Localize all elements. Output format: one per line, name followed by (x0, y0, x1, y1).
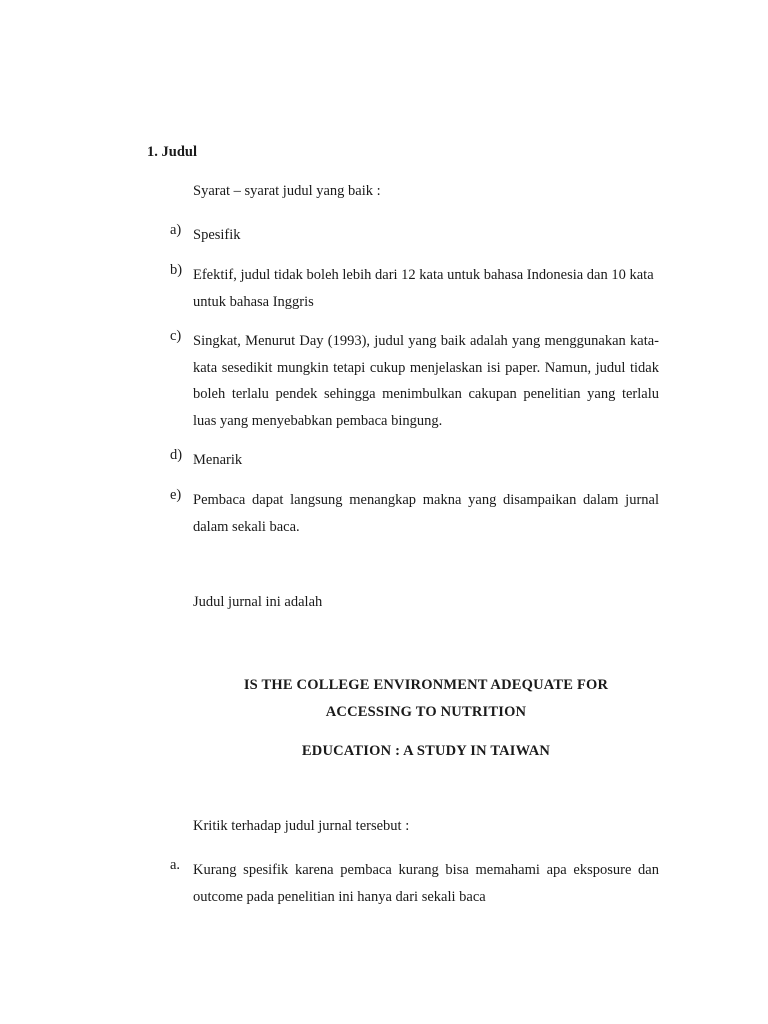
section-title: Judul (161, 144, 197, 160)
list-marker: a. (170, 857, 181, 873)
list-item-text: Singkat, Menurut Day (1993), judul yang baik adalah yang menggunakan kata-kata sesedikit mungkin tetapi cukup menjelaskan isi paper. Namun, judul tidak boleh terlalu pendek sehingga menimbulkan cakupan penelitian yang terlalu luas yang menyebabkan pembaca bingung. (193, 333, 659, 429)
list-item-a (170, 222, 659, 249)
list-marker: b) (170, 262, 183, 278)
journal-title-intro: Judul jurnal ini adalah (193, 594, 323, 610)
list-marker: a) (170, 222, 182, 238)
list-item-text: Menarik (193, 452, 243, 468)
list-item-c (170, 328, 659, 434)
list-item-e (170, 487, 659, 540)
list-item-text: Efektif, judul tidak boleh lebih dari 12 kata untuk bahasa Indonesia dan 10 kata untuk bahasa Inggris (193, 267, 654, 310)
requirements-intro: Syarat – syarat judul yang baik : (193, 183, 381, 199)
list-item-text: Spesifik (193, 227, 241, 243)
list-item-text: Pembaca dapat langsung menangkap makna yang disampaikan dalam jurnal dalam sekali baca. (193, 492, 659, 535)
list-marker: e) (170, 487, 182, 503)
journal-title-continued (170, 738, 682, 765)
section-number: 1. (147, 144, 158, 160)
journal-title-line-1: IS THE COLLEGE ENVIRONMENT ADEQUATE FOR (243, 677, 609, 693)
section-heading (147, 144, 197, 161)
critique-item-a (170, 857, 659, 910)
critique-intro: Kritik terhadap judul jurnal tersebut : (193, 818, 410, 834)
journal-title (170, 672, 682, 725)
list-item-b (170, 262, 659, 315)
list-marker: d) (170, 447, 183, 463)
list-item-text: Kurang spesifik karena pembaca kurang bisa memahami apa eksposure dan outcome pada penelitian ini hanya dari sekali baca (193, 862, 659, 905)
list-marker: c) (170, 328, 182, 344)
journal-title-line-2: ACCESSING TO NUTRITION (325, 703, 527, 720)
list-item-d (170, 447, 659, 474)
journal-title-line-3: EDUCATION : A STUDY IN TAIWAN (301, 743, 551, 759)
